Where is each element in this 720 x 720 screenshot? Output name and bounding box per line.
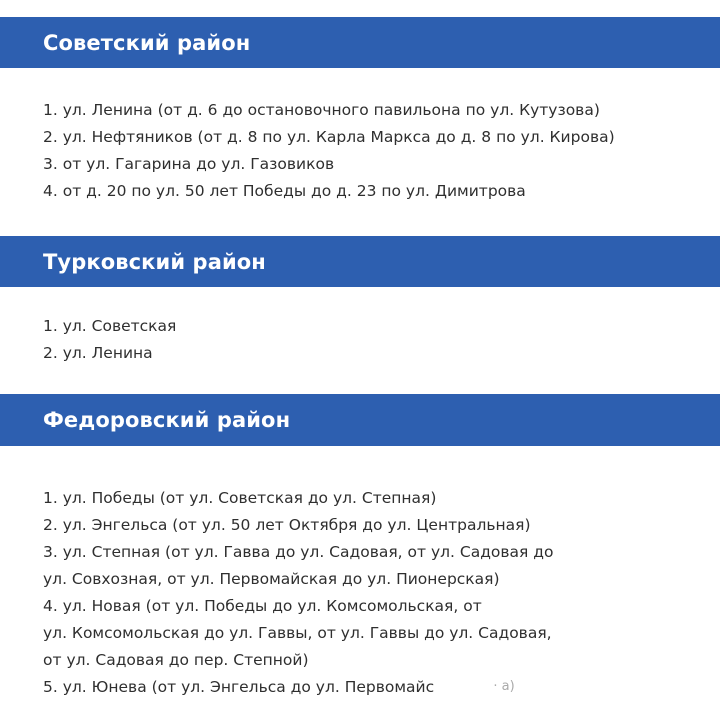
watermark: · a) [484, 676, 524, 698]
street-list-fedorovsky [43, 485, 554, 701]
street-list-sovetsky [43, 97, 615, 205]
section-title: Советский район [43, 30, 251, 55]
section-header-sovetsky [0, 17, 720, 68]
list-item: 3. от ул. Гагарина до ул. Газовиков [43, 155, 335, 173]
list-item: от ул. Садовая до пер. Степной) [43, 651, 309, 669]
list-item: 2. ул. Ленина [43, 344, 153, 362]
list-item: 2. ул. Нефтяников (от д. 8 по ул. Карла Маркса до д. 8 по ул. Кирова) [43, 128, 615, 146]
list-item: ул. Комсомольская до ул. Гаввы, от ул. Гаввы до ул. Садовая, [43, 624, 552, 642]
section-title: Федоровский район [43, 408, 291, 432]
list-item: 3. ул. Степная (от ул. Гавва до ул. Садовая, от ул. Садовая до [43, 543, 554, 561]
list-item: 1. ул. Ленина (от д. 6 до остановочного павильона по ул. Кутузова) [43, 101, 600, 119]
section-title: Турковский район [43, 249, 266, 274]
list-item: 1. ул. Победы (от ул. Советская до ул. Степная) [43, 489, 437, 507]
list-item: 4. ул. Новая (от ул. Победы до ул. Комсомольская, от [43, 597, 482, 615]
section-header-fedorovsky [0, 394, 720, 446]
street-list-turkovsky [43, 313, 176, 367]
section-header-turkovsky [0, 236, 720, 287]
list-item: 5. ул. Юнева (от ул. Энгельса до ул. Первомайс [43, 678, 435, 696]
list-item: 4. от д. 20 по ул. 50 лет Победы до д. 23 по ул. Димитрова [43, 182, 526, 200]
list-item: ул. Совхозная, от ул. Первомайская до ул. Пионерская) [43, 570, 500, 588]
list-item: 2. ул. Энгельса (от ул. 50 лет Октября до ул. Центральная) [43, 516, 531, 534]
list-item: 1. ул. Советская [43, 317, 177, 335]
